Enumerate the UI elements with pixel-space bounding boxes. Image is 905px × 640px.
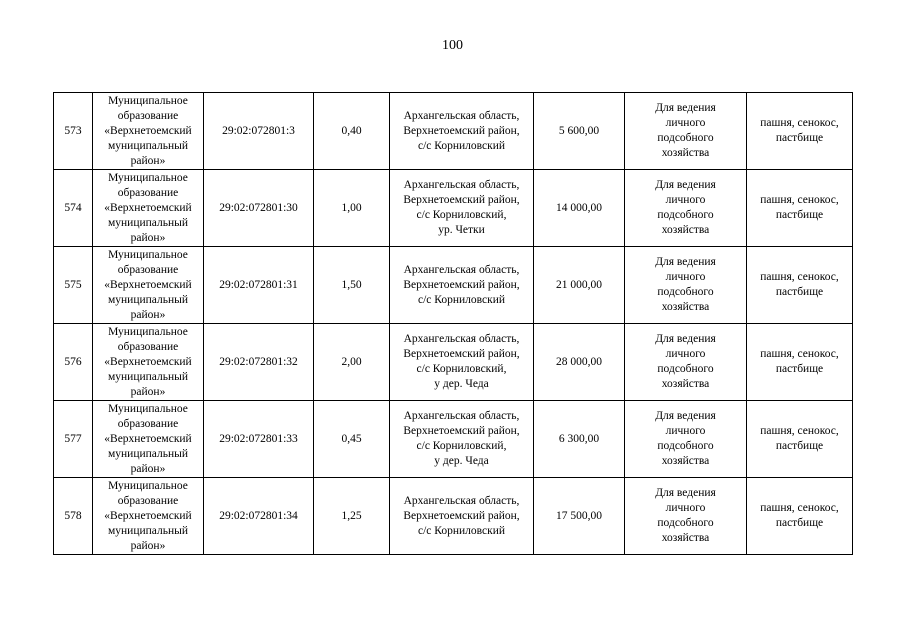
owner-line: район» xyxy=(130,385,166,398)
address-line: Верхнетоемский район, xyxy=(403,124,520,137)
address-line: Архангельская область, xyxy=(403,410,520,422)
owner-cell xyxy=(93,170,204,247)
permitted-use-line: Для ведения xyxy=(655,102,716,114)
permitted-use-line: Для ведения xyxy=(655,256,716,268)
table-row xyxy=(54,170,853,247)
land-type-line: пастбище xyxy=(775,517,824,529)
owner-cell xyxy=(93,478,204,555)
cadastral-number-cell: 29:02:072801:31 xyxy=(204,247,314,324)
owner-line: Муниципальное xyxy=(108,479,188,492)
price-cell: 28 000,00 xyxy=(534,324,625,401)
address-line: Архангельская область, xyxy=(403,333,520,345)
permitted-use-line: хозяйства xyxy=(661,224,710,236)
row-number-cell: 575 xyxy=(54,247,93,324)
owner-line: образование xyxy=(117,340,179,353)
address-cell xyxy=(390,478,534,555)
land-type-line: пастбище xyxy=(775,440,824,452)
permitted-use-line: подсобного xyxy=(657,440,714,452)
address-line: Архангельская область, xyxy=(403,179,520,191)
permitted-use-line: хозяйства xyxy=(661,532,710,544)
owner-line: муниципальный xyxy=(107,447,189,460)
land-type-line: пастбище xyxy=(775,286,824,298)
area-cell: 0,40 xyxy=(314,93,390,170)
address-cell xyxy=(390,401,534,478)
land-type-line: пастбище xyxy=(775,132,824,144)
permitted-use-line: личного xyxy=(665,194,706,206)
permitted-use-line: личного xyxy=(665,425,706,437)
owner-line: муниципальный xyxy=(107,216,189,229)
owner-line: муниципальный xyxy=(107,524,189,537)
permitted-use-line: хозяйства xyxy=(661,455,710,467)
owner-line: «Верхнетоемский xyxy=(104,278,192,291)
area-cell: 0,45 xyxy=(314,401,390,478)
address-line: Архангельская область, xyxy=(403,109,520,122)
address-line: с/с Корниловский, xyxy=(416,363,507,375)
land-type-cell xyxy=(747,170,853,247)
cadastral-number-cell: 29:02:072801:34 xyxy=(204,478,314,555)
cadastral-number-cell: 29:02:072801:32 xyxy=(204,324,314,401)
owner-line: муниципальный xyxy=(107,293,189,306)
owner-line: Муниципальное xyxy=(108,171,188,184)
permitted-use-line: личного xyxy=(665,348,706,360)
land-type-line: пастбище xyxy=(775,209,824,221)
table-row xyxy=(54,478,853,555)
permitted-use-line: хозяйства xyxy=(661,147,710,159)
owner-line: Муниципальное xyxy=(108,94,188,107)
address-line: у дер. Чеда xyxy=(434,455,489,467)
address-cell xyxy=(390,247,534,324)
page-number: 100 xyxy=(442,38,463,53)
address-line: Верхнетоемский район, xyxy=(403,509,520,522)
address-cell xyxy=(390,324,534,401)
address-line: с/с Корниловский xyxy=(417,293,506,306)
permitted-use-cell xyxy=(625,247,747,324)
area-cell: 1,25 xyxy=(314,478,390,555)
permitted-use-line: личного xyxy=(665,271,706,283)
owner-line: муниципальный xyxy=(107,370,189,383)
address-line: ур. Четки xyxy=(438,224,485,236)
permitted-use-line: подсобного xyxy=(657,132,714,144)
owner-line: район» xyxy=(130,308,166,321)
land-type-cell xyxy=(747,247,853,324)
area-cell: 2,00 xyxy=(314,324,390,401)
owner-line: образование xyxy=(117,417,179,430)
owner-line: Муниципальное xyxy=(108,325,188,338)
permitted-use-line: подсобного xyxy=(657,363,714,375)
permitted-use-cell xyxy=(625,93,747,170)
owner-line: район» xyxy=(130,154,166,167)
area-cell: 1,00 xyxy=(314,170,390,247)
owner-line: образование xyxy=(117,109,179,122)
row-number-cell: 576 xyxy=(54,324,93,401)
row-number-cell: 574 xyxy=(54,170,93,247)
price-cell: 14 000,00 xyxy=(534,170,625,247)
land-type-line: пашня, сенокос, xyxy=(760,348,839,360)
owner-line: район» xyxy=(130,539,166,552)
land-type-line: пашня, сенокос, xyxy=(760,117,839,129)
owner-line: «Верхнетоемский xyxy=(104,124,192,137)
row-number-cell: 578 xyxy=(54,478,93,555)
address-line: Верхнетоемский район, xyxy=(403,348,520,360)
permitted-use-cell xyxy=(625,324,747,401)
address-line: Архангельская область, xyxy=(403,494,520,507)
owner-line: «Верхнетоемский xyxy=(104,432,192,445)
land-type-line: пашня, сенокос, xyxy=(760,502,839,514)
land-type-cell xyxy=(747,93,853,170)
cadastral-number-cell: 29:02:072801:33 xyxy=(204,401,314,478)
address-cell xyxy=(390,170,534,247)
owner-line: район» xyxy=(130,462,166,475)
owner-cell xyxy=(93,93,204,170)
permitted-use-line: личного xyxy=(665,502,706,514)
owner-line: Муниципальное xyxy=(108,248,188,261)
table-row xyxy=(54,324,853,401)
land-plots-table xyxy=(53,92,853,555)
permitted-use-line: подсобного xyxy=(657,517,714,529)
owner-line: Муниципальное xyxy=(108,402,188,415)
table-row xyxy=(54,401,853,478)
table-row xyxy=(54,93,853,170)
owner-line: образование xyxy=(117,186,179,199)
address-line: с/с Корниловский xyxy=(417,524,506,537)
price-cell: 6 300,00 xyxy=(534,401,625,478)
address-line: с/с Корниловский, xyxy=(416,209,507,221)
row-number-cell: 577 xyxy=(54,401,93,478)
address-line: у дер. Чеда xyxy=(434,378,489,390)
owner-line: «Верхнетоемский xyxy=(104,201,192,214)
address-line: с/с Корниловский xyxy=(417,139,506,152)
address-line: Верхнетоемский район, xyxy=(403,278,520,291)
table-body xyxy=(54,93,853,555)
address-line: Архангельская область, xyxy=(403,263,520,276)
address-cell xyxy=(390,93,534,170)
price-cell: 5 600,00 xyxy=(534,93,625,170)
permitted-use-cell xyxy=(625,401,747,478)
area-cell: 1,50 xyxy=(314,247,390,324)
owner-line: «Верхнетоемский xyxy=(104,355,192,368)
row-number-cell: 573 xyxy=(54,93,93,170)
cadastral-number-cell: 29:02:072801:30 xyxy=(204,170,314,247)
land-type-cell xyxy=(747,401,853,478)
owner-cell xyxy=(93,401,204,478)
owner-line: образование xyxy=(117,494,179,507)
permitted-use-line: Для ведения xyxy=(655,410,716,422)
permitted-use-cell xyxy=(625,478,747,555)
address-line: с/с Корниловский, xyxy=(416,440,507,452)
permitted-use-line: подсобного xyxy=(657,286,714,298)
land-type-cell xyxy=(747,324,853,401)
owner-cell xyxy=(93,247,204,324)
permitted-use-line: хозяйства xyxy=(661,378,710,390)
land-type-line: пастбище xyxy=(775,363,824,375)
permitted-use-line: Для ведения xyxy=(655,333,716,345)
owner-cell xyxy=(93,324,204,401)
address-line: Верхнетоемский район, xyxy=(403,425,520,437)
owner-line: образование xyxy=(117,263,179,276)
land-type-line: пашня, сенокос, xyxy=(760,194,839,206)
owner-line: муниципальный xyxy=(107,139,189,152)
price-cell: 17 500,00 xyxy=(534,478,625,555)
permitted-use-line: подсобного xyxy=(657,209,714,221)
owner-line: район» xyxy=(130,231,166,244)
permitted-use-line: хозяйства xyxy=(661,301,710,313)
permitted-use-line: личного xyxy=(665,117,706,129)
land-type-line: пашня, сенокос, xyxy=(760,271,839,283)
cadastral-number-cell: 29:02:072801:3 xyxy=(204,93,314,170)
permitted-use-line: Для ведения xyxy=(655,179,716,191)
land-type-cell xyxy=(747,478,853,555)
price-cell: 21 000,00 xyxy=(534,247,625,324)
owner-line: «Верхнетоемский xyxy=(104,509,192,522)
permitted-use-cell xyxy=(625,170,747,247)
table-row xyxy=(54,247,853,324)
address-line: Верхнетоемский район, xyxy=(403,194,520,206)
land-type-line: пашня, сенокос, xyxy=(760,425,839,437)
permitted-use-line: Для ведения xyxy=(655,487,716,499)
